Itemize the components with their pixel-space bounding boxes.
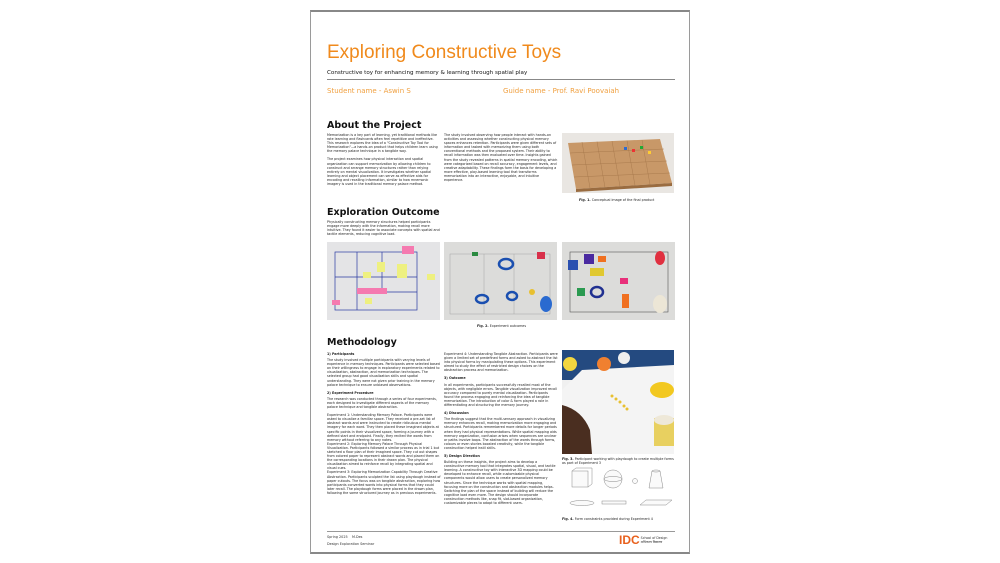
- outcome-heading: Exploration Outcome: [327, 207, 440, 218]
- divider: [327, 79, 675, 80]
- fig3-caption: Fig. 3. Participant working with playdough to create multiple forms as part of Experiment 3: [562, 457, 674, 465]
- fig3-photo: [562, 350, 674, 454]
- subheading: 4) Discussion: [444, 411, 469, 416]
- fig4-caption: Fig. 4. Form constraints provided during Experiment 4: [562, 517, 653, 521]
- about-heading: About the Project: [327, 120, 422, 131]
- guide-name: Guide name - Prof. Ravi Poovaiah: [503, 87, 620, 95]
- fig2-caption: Fig. 2. Experiment outcomes: [477, 324, 527, 328]
- poster: [310, 10, 690, 554]
- paragraph: Experiment 2: Exploring Memory Palace Through Physical Visualization. Participants followed a similar process as in trial 1 but sketched a floor plan of their imagined space. They cut out shapes from colored paper to represent abstract words and placed them on the corresponding locations in their drawn plan. The physical visualization aimed to reinforce recall by integrating spatial and visual cues.: [327, 441, 440, 471]
- paragraph: The findings suggest that the multi-sensory approach in visualizing memory enhances recall, making memorization more engaging and structured. Participants remembered more details for longer periods when they had physical representations. While spatial mapping aids memory organization, confusion arises when sequences are unclear or paths involve loops. The abstraction of the words through forms, colours or even stories boosted creativity, while the tangible construction helped instil skills.: [444, 417, 557, 450]
- poster-title: Exploring Constructive Toys: [327, 42, 562, 63]
- outcome-text: Physically constructing memory structures helped participants engage more deeply with the information, making recall more intuitive. They found it easier to associate concepts with spatial and tactile elements, reducing cognitive load.: [327, 220, 440, 237]
- about-col1: [327, 133, 441, 190]
- subheading: 5) Design Direction: [444, 453, 480, 458]
- subheading: 1) Participants: [327, 352, 355, 356]
- paragraph: In all experiments, participants successfully recalled most of the objects, with negligible errors. Tangible visualization improved recall accuracy compared to purely mental visualization. Participants found the process engaging and reinforcing the idea of tangible memorization. The introduction of color & form played a role in differentiating and structuring the memory journey.: [444, 382, 557, 408]
- fig1-caption: Fig. 1. Conceptual image of the final product: [579, 198, 655, 202]
- paragraph: The study involved multiple participants with varying levels of experience in memory techniques. Participants were selected based on their willingness to engage in exploratory experiments related to visualization, abstraction, and memorization techniques. The selected group had good visualization skills and spatial understanding. They were not given prior training in the memory palace technique to ensure unbiased observations.: [327, 358, 440, 387]
- idc-logo: IDC School of Design अभिकल्प विद्यालय: [619, 533, 668, 547]
- method-col1: [327, 352, 441, 499]
- footer-term: Spring 2025 M.Des: [327, 535, 363, 539]
- fig4-forms-drawing: [562, 467, 674, 513]
- fig2-image-playdough: [444, 242, 557, 320]
- paragraph: The study involved observing how people interact with hands-on activities and assessing whether constructing physical memory spaces enhances retention. Participants were given different sets of information and tasked with memorizing them using both conventional methods and the proposed system. Their ability to recall information was then evaluated over time. Insights gained from the study revealed patterns in spatial memory encoding, which were categorized based on recall accuracy, engagement levels, and creative adaptability. These findings form the basis for developing a more effective, play-based learning tool that transforms memorization into an interactive, enjoyable, and intuitive experience.: [444, 133, 558, 183]
- fig2-image-paper: [327, 242, 440, 320]
- methodology-heading: Methodology: [327, 337, 397, 348]
- paragraph: Experiment 3: Exploring Memorization Capability Through Creative Abstraction. Participants sculpted the list using playdough instead of paper cutouts. The focus was on tangible abstraction, exploring how participants converted words into physical forms that they could later recall. The playdough forms were placed in the drawn plan, following the same structured journey as in previous experiments.: [327, 470, 441, 495]
- method-col2: [444, 352, 558, 509]
- footer-course: Design Exploration Seminar: [327, 542, 375, 546]
- fig1-product-image: [562, 133, 674, 193]
- paragraph: Building on these insights, the project aims to develop a constructive memory tool that integrates spatial, visual, and tactile learning. A constructive toy with interactive 3D mapping could be developed to enhance recall, while customizable physical components would allow users to create personalized memory structures. Since the technique works with spatial mapping, focusing more on the construction and abstraction modules helps. Switching the plan of the space instead of building will reduce the cognitive load even more. The design should incorporate construction methods like, snap fit, slot-based organization, customizable pieces to adapt to different users.: [444, 460, 556, 505]
- paragraph: The project examines how physical interaction and spatial organization can support memorization by allowing children to construct and arrange memory structures rather than relying entirely on mental visualization. It investigates whether spatial learning and object placement can serve as effective aids for encoding and recalling information, similar to how mnemonic imagery is used in the traditional memory palace method.: [327, 157, 432, 187]
- subheading: 3) Outcome: [444, 376, 466, 381]
- paragraph: The research was conducted through a series of four experiments, each designed to investigate different aspects of the memory palace technique and tangible abstraction.: [327, 396, 437, 410]
- subheading: 2) Experiment Procedure: [327, 390, 374, 395]
- footer-divider: [327, 531, 675, 532]
- paragraph: Memorization is a key part of learning, yet traditional methods like rote learning and flashcards often feel repetitive and ineffective. This research explores the idea of a "Constructive Toy Tool for Memorization"—a hands-on product that helps children learn using the memory palace technique in a tangible way.: [327, 133, 438, 154]
- paragraph: Experiment 1: Understanding Memory Palace. Participants were asked to visualize a familiar space. They received a pre-set list of abstract words and were instructed to create ridiculous mental imagery for each word. They then placed these imagined objects at specific points in their visualized space, forming a journey with a defined start and endpoint. Finally, they recited the words from memory without referring to any notes.: [327, 413, 439, 442]
- fig2-image-models: [562, 242, 675, 320]
- student-name: Student name - Aswin S: [327, 87, 411, 95]
- paragraph: Experiment 4: Understanding Tangible Abstraction. Participants were given a limited set of predefined forms and asked to abstract the list into physical forms by manipulating these options. This experiment aimed to study the effect of restricted design choices on the abstraction process and memorization.: [444, 352, 558, 373]
- poster-subtitle: Constructive toy for enhancing memory & learning through spatial play: [327, 70, 528, 76]
- about-col2: [444, 133, 558, 186]
